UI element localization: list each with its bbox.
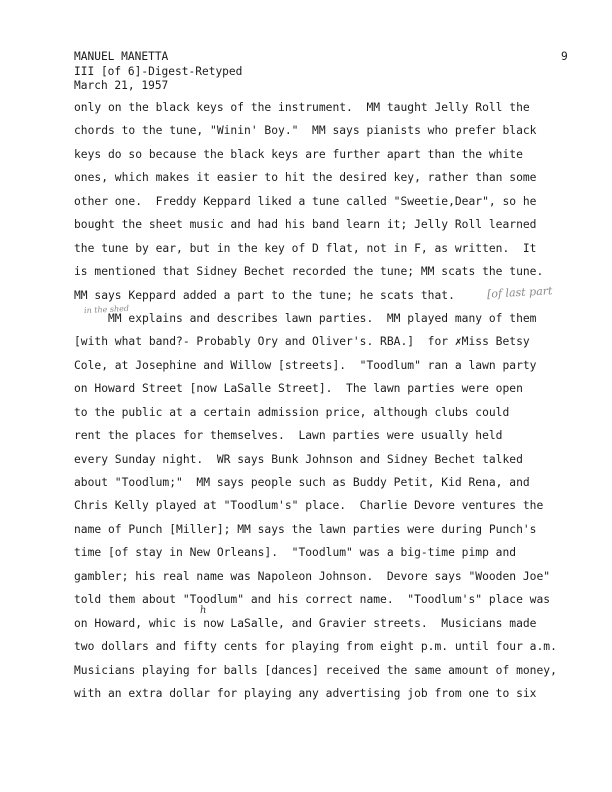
text-line: every Sunday night. WR says Bunk Johnson and Sidney Bechet talked xyxy=(74,452,523,466)
transcript-body xyxy=(74,96,594,705)
text-line: two dollars and fifty cents for playing from eight p.m. until four a.m. xyxy=(74,640,557,654)
text-line: ones, which makes it easier to hit the desired key, rather than some xyxy=(74,171,537,185)
text-line: about "Toodlum;" MM says people such as Buddy Petit, Kid Rena, and xyxy=(74,476,530,489)
text-line: only on the black keys of the instrument. MM taught Jelly Roll the xyxy=(74,101,530,114)
text-line: other one. Freddy Keppard liked a tune called "Sweetie,Dear", so he xyxy=(74,194,537,208)
text-line: chords to the tune, "Winin' Boy." MM says pianists who prefer black xyxy=(74,124,537,138)
handwritten-insert-h: h xyxy=(199,604,207,617)
text-line: time [of stay in New Orleans]. "Toodlum" was a big-time pimp and xyxy=(74,546,517,560)
text-line: keys do so because the black keys are further apart than the white xyxy=(74,147,523,161)
header-reel: III [of 6]-Digest-Retyped xyxy=(74,64,243,78)
text-line: rent the places for themselves. Lawn parties were usually held xyxy=(74,429,503,443)
document-header xyxy=(74,50,242,94)
text-line: Chris Kelly played at "Toodlum's" place. Charlie Devore ventures the xyxy=(74,499,544,513)
page-number: 9 xyxy=(561,50,568,63)
text-line: is mentioned that Sidney Bechet recorded the tune; MM scats the tune. xyxy=(74,265,544,279)
text-line: on Howard Street [now LaSalle Street]. The lawn parties were open xyxy=(74,382,523,396)
header-date: March 21, 1957 xyxy=(74,79,169,92)
text-line: name of Punch [Miller]; MM says the lawn parties were during Punch's xyxy=(74,522,537,536)
text-line: Cole, at Josephine and Willow [streets]. "Toodlum" ran a lawn party xyxy=(74,358,537,372)
text-line: Musicians playing for balls [dances] received the same amount of money, xyxy=(74,663,557,677)
text-line: gambler; his real name was Napoleon Johnson. Devore says "Wooden Joe" xyxy=(74,569,551,583)
header-name: MANUEL MANETTA xyxy=(74,50,169,63)
text-line: with an extra dollar for playing any advertising job from one to six xyxy=(74,686,537,700)
handwritten-margin-note: [of last part xyxy=(486,284,553,301)
text-line: told them about "Toodlum" and his correct name. "Toodlum's" place was xyxy=(74,593,551,607)
text-line: bought the sheet music and had his band learn it; Jelly Roll learned xyxy=(74,218,537,232)
text-line: the tune by ear, but in the key of D flat, not in F, as written. It xyxy=(74,241,537,255)
handwritten-insert-note: in the shed xyxy=(83,303,130,316)
text-line: MM says Keppard added a part to the tune; he scats that. xyxy=(74,288,455,302)
text-line: MM explains and describes lawn parties. MM played many of them xyxy=(74,311,537,325)
text-line: to the public at a certain admission price, although clubs could xyxy=(74,405,510,419)
text-line: on Howard, whic is now LaSalle, and Gravier streets. Musicians made xyxy=(74,616,537,630)
text-line: [with what band?- Probably Ory and Oliver's. RBA.] for ✗Miss Betsy xyxy=(74,335,530,349)
